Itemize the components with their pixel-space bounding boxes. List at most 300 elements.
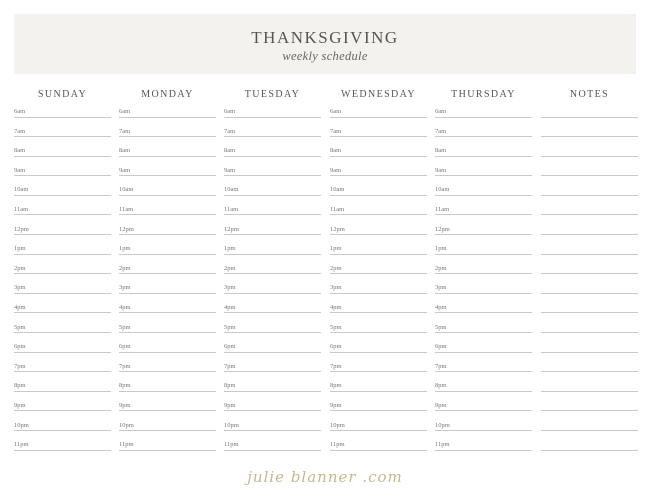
page-title: THANKSGIVING xyxy=(251,28,399,47)
time-slot-row[interactable] xyxy=(330,106,427,126)
time-slot-row[interactable] xyxy=(541,380,638,400)
time-label: 10am xyxy=(119,186,134,194)
time-slot-row[interactable] xyxy=(541,322,638,342)
time-label: 5pm xyxy=(330,323,342,331)
writing-line xyxy=(435,195,532,196)
writing-line xyxy=(119,371,216,372)
time-label: 7pm xyxy=(14,362,26,370)
writing-line xyxy=(435,234,532,235)
time-slot-row[interactable] xyxy=(14,165,111,185)
time-slot-row[interactable] xyxy=(14,126,111,146)
time-label: 4pm xyxy=(435,303,447,311)
time-slot-row[interactable] xyxy=(330,439,427,459)
time-slot-row[interactable] xyxy=(330,380,427,400)
time-slot-row[interactable] xyxy=(435,322,532,342)
time-slot-row[interactable] xyxy=(14,420,111,440)
writing-line xyxy=(224,352,321,353)
writing-line xyxy=(224,450,321,451)
time-label: 4pm xyxy=(14,303,26,311)
time-slot-row[interactable] xyxy=(541,302,638,322)
time-label: 4pm xyxy=(224,303,236,311)
writing-line xyxy=(119,391,216,392)
writing-line xyxy=(224,254,321,255)
time-label: 6pm xyxy=(435,343,447,351)
time-label: 9am xyxy=(14,166,26,174)
time-label: 12pm xyxy=(435,225,450,233)
time-slot-row[interactable] xyxy=(224,420,321,440)
day-column-wednesday xyxy=(330,88,427,459)
writing-line xyxy=(224,332,321,333)
writing-line xyxy=(14,352,111,353)
time-slot-row[interactable] xyxy=(330,165,427,185)
time-slot-row[interactable] xyxy=(435,263,532,283)
writing-line xyxy=(541,234,638,235)
time-slot-row[interactable] xyxy=(541,361,638,381)
writing-line xyxy=(14,430,111,431)
time-slot-row[interactable] xyxy=(14,243,111,263)
writing-line xyxy=(541,312,638,313)
writing-line xyxy=(119,293,216,294)
writing-line xyxy=(14,117,111,118)
time-slot-row[interactable] xyxy=(330,322,427,342)
writing-line xyxy=(224,175,321,176)
writing-line xyxy=(330,156,427,157)
time-slot-row[interactable] xyxy=(119,184,216,204)
time-slot-row[interactable] xyxy=(541,165,638,185)
time-slot-row[interactable] xyxy=(14,224,111,244)
writing-line xyxy=(435,175,532,176)
time-label: 9pm xyxy=(224,401,236,409)
time-label: 11am xyxy=(14,205,29,213)
writing-line xyxy=(14,234,111,235)
time-label: 4pm xyxy=(119,303,131,311)
day-column-notes xyxy=(541,88,638,459)
time-label: 7am xyxy=(330,127,342,135)
writing-line xyxy=(330,312,427,313)
time-slot-row[interactable] xyxy=(14,263,111,283)
writing-line xyxy=(224,410,321,411)
writing-line xyxy=(435,352,532,353)
time-slot-row[interactable] xyxy=(119,126,216,146)
time-slot-row[interactable] xyxy=(435,420,532,440)
time-label: 8am xyxy=(224,147,236,155)
writing-line xyxy=(541,450,638,451)
time-label: 8am xyxy=(119,147,131,155)
writing-line xyxy=(119,117,216,118)
time-slot-row[interactable] xyxy=(224,380,321,400)
time-label: 1pm xyxy=(330,245,342,253)
time-slot-row[interactable] xyxy=(119,106,216,126)
time-label: 9pm xyxy=(14,401,26,409)
time-slot-row[interactable] xyxy=(435,380,532,400)
writing-line xyxy=(224,214,321,215)
time-label: 7pm xyxy=(224,362,236,370)
writing-line xyxy=(435,136,532,137)
writing-line xyxy=(119,254,216,255)
time-slot-row[interactable] xyxy=(119,361,216,381)
column-header: WEDNESDAY xyxy=(340,89,416,100)
writing-line xyxy=(435,293,532,294)
time-label: 5pm xyxy=(224,323,236,331)
time-slot-row[interactable] xyxy=(435,302,532,322)
time-slot-row[interactable] xyxy=(224,204,321,224)
writing-line xyxy=(224,312,321,313)
writing-line xyxy=(435,430,532,431)
writing-line xyxy=(330,352,427,353)
writing-line xyxy=(14,156,111,157)
writing-line xyxy=(224,293,321,294)
writing-line xyxy=(435,371,532,372)
time-label: 12pm xyxy=(119,225,134,233)
time-slot-row[interactable] xyxy=(435,106,532,126)
time-slot-row[interactable] xyxy=(435,224,532,244)
time-slot-row[interactable] xyxy=(435,145,532,165)
time-label: 12pm xyxy=(330,225,345,233)
time-label: 11pm xyxy=(14,441,29,449)
time-label: 3pm xyxy=(119,284,131,292)
time-slot-row[interactable] xyxy=(435,165,532,185)
writing-line xyxy=(14,273,111,274)
day-column-sunday xyxy=(14,88,111,459)
time-slot-row[interactable] xyxy=(330,341,427,361)
writing-line xyxy=(14,293,111,294)
time-slot-row[interactable] xyxy=(224,361,321,381)
writing-line xyxy=(330,450,427,451)
writing-line xyxy=(541,117,638,118)
column-header: TUESDAY xyxy=(244,89,301,100)
writing-line xyxy=(541,293,638,294)
writing-line xyxy=(541,332,638,333)
time-label: 1pm xyxy=(14,245,26,253)
time-slot-row[interactable] xyxy=(14,204,111,224)
time-label: 10am xyxy=(435,186,450,194)
day-column-monday xyxy=(119,88,216,459)
time-slot-row[interactable] xyxy=(14,184,111,204)
time-label: 9am xyxy=(119,166,131,174)
time-slot-row[interactable] xyxy=(14,145,111,165)
time-slot-row[interactable] xyxy=(541,184,638,204)
time-slot-row[interactable] xyxy=(330,184,427,204)
time-slot-row[interactable] xyxy=(224,400,321,420)
time-slot-row[interactable] xyxy=(224,165,321,185)
time-label: 2pm xyxy=(224,264,236,272)
writing-line xyxy=(435,117,532,118)
time-slot-row[interactable] xyxy=(435,243,532,263)
time-label: 2pm xyxy=(14,264,26,272)
time-label: 5pm xyxy=(119,323,131,331)
time-slot-row[interactable] xyxy=(224,224,321,244)
time-label: 6am xyxy=(119,108,131,115)
writing-line xyxy=(14,450,111,451)
time-slot-row[interactable] xyxy=(330,204,427,224)
day-column-tuesday xyxy=(224,88,321,459)
time-label: 8pm xyxy=(119,382,131,390)
writing-line xyxy=(435,391,532,392)
time-label: 6am xyxy=(435,108,447,115)
time-label: 7pm xyxy=(435,362,447,370)
time-label: 6am xyxy=(224,108,236,115)
writing-line xyxy=(14,136,111,137)
time-slot-row[interactable] xyxy=(14,380,111,400)
writing-line xyxy=(119,136,216,137)
time-slot-row[interactable] xyxy=(119,243,216,263)
time-label: 6pm xyxy=(224,343,236,351)
time-slot-row[interactable] xyxy=(119,439,216,459)
day-column-thursday xyxy=(435,88,532,459)
time-slot-row[interactable] xyxy=(224,341,321,361)
time-slot-row[interactable] xyxy=(541,341,638,361)
time-slot-row[interactable] xyxy=(541,243,638,263)
time-label: 10am xyxy=(224,186,239,194)
writing-line xyxy=(14,175,111,176)
writing-line xyxy=(541,254,638,255)
writing-line xyxy=(435,332,532,333)
time-slot-row[interactable] xyxy=(541,263,638,283)
time-label: 6pm xyxy=(330,343,342,351)
time-label: 7am xyxy=(14,127,26,135)
writing-line xyxy=(435,450,532,451)
time-label: 8am xyxy=(330,147,342,155)
writing-line xyxy=(435,312,532,313)
time-label: 6am xyxy=(14,108,26,115)
writing-line xyxy=(541,391,638,392)
writing-line xyxy=(224,391,321,392)
time-label: 11am xyxy=(119,205,134,213)
writing-line xyxy=(330,293,427,294)
time-slot-row[interactable] xyxy=(541,145,638,165)
writing-line xyxy=(541,371,638,372)
time-label: 6pm xyxy=(119,343,131,351)
time-slot-row[interactable] xyxy=(14,361,111,381)
time-label: 5pm xyxy=(14,323,26,331)
writing-line xyxy=(119,312,216,313)
writing-line xyxy=(330,430,427,431)
writing-line xyxy=(541,175,638,176)
time-slot-row[interactable] xyxy=(224,243,321,263)
time-label: 11am xyxy=(435,205,450,213)
time-slot-row[interactable] xyxy=(330,145,427,165)
time-label: 1pm xyxy=(119,245,131,253)
writing-line xyxy=(224,371,321,372)
time-slot-row[interactable] xyxy=(224,184,321,204)
time-slot-row[interactable] xyxy=(541,106,638,126)
time-label: 7am xyxy=(435,127,447,135)
time-slot-row[interactable] xyxy=(224,302,321,322)
time-label: 10pm xyxy=(435,421,450,429)
time-label: 8pm xyxy=(435,382,447,390)
writing-line xyxy=(541,214,638,215)
writing-line xyxy=(330,391,427,392)
time-label: 9am xyxy=(330,166,342,174)
column-header: THURSDAY xyxy=(451,89,516,100)
time-label: 7pm xyxy=(119,362,131,370)
time-slot-row[interactable] xyxy=(119,341,216,361)
time-label: 8pm xyxy=(14,382,26,390)
time-label: 9am xyxy=(435,166,447,174)
time-label: 11am xyxy=(224,205,239,213)
writing-line xyxy=(224,117,321,118)
time-slot-row[interactable] xyxy=(119,263,216,283)
time-label: 8pm xyxy=(224,382,236,390)
time-slot-row[interactable] xyxy=(14,282,111,302)
time-slot-row[interactable] xyxy=(119,224,216,244)
time-label: 10am xyxy=(330,186,345,194)
title-banner xyxy=(14,14,636,74)
time-slot-row[interactable] xyxy=(330,224,427,244)
writing-line xyxy=(330,136,427,137)
time-slot-row[interactable] xyxy=(435,204,532,224)
time-label: 7pm xyxy=(330,362,342,370)
writing-line xyxy=(541,430,638,431)
writing-line xyxy=(224,195,321,196)
time-slot-row[interactable] xyxy=(435,126,532,146)
time-slot-row[interactable] xyxy=(541,439,638,459)
time-slot-row[interactable] xyxy=(330,400,427,420)
writing-line xyxy=(119,175,216,176)
time-label: 6pm xyxy=(14,343,26,351)
time-slot-row[interactable] xyxy=(119,204,216,224)
time-slot-row[interactable] xyxy=(330,420,427,440)
time-label: 10pm xyxy=(14,421,29,429)
time-label: 11pm xyxy=(224,441,239,449)
time-label: 4pm xyxy=(330,303,342,311)
time-label: 9am xyxy=(224,166,236,174)
writing-line xyxy=(330,214,427,215)
writing-line xyxy=(119,450,216,451)
writing-line xyxy=(119,214,216,215)
time-slot-row[interactable] xyxy=(330,243,427,263)
time-label: 10pm xyxy=(119,421,134,429)
time-label: 3pm xyxy=(435,284,447,292)
writing-line xyxy=(14,254,111,255)
time-slot-row[interactable] xyxy=(541,126,638,146)
column-header: MONDAY xyxy=(141,89,194,100)
writing-line xyxy=(541,352,638,353)
time-slot-row[interactable] xyxy=(224,282,321,302)
time-slot-row[interactable] xyxy=(119,420,216,440)
time-slot-row[interactable] xyxy=(435,184,532,204)
writing-line xyxy=(330,234,427,235)
writing-line xyxy=(541,410,638,411)
time-slot-row[interactable] xyxy=(224,263,321,283)
time-label: 2pm xyxy=(119,264,131,272)
writing-line xyxy=(224,156,321,157)
time-slot-row[interactable] xyxy=(541,282,638,302)
page-subtitle: weekly schedule xyxy=(282,49,368,63)
writing-line xyxy=(224,273,321,274)
time-label: 10pm xyxy=(224,421,239,429)
time-slot-row[interactable] xyxy=(119,380,216,400)
writing-line xyxy=(119,156,216,157)
time-slot-row[interactable] xyxy=(330,302,427,322)
time-label: 11pm xyxy=(330,441,345,449)
writing-line xyxy=(224,430,321,431)
writing-line xyxy=(14,332,111,333)
time-label: 1pm xyxy=(224,245,236,253)
writing-line xyxy=(330,254,427,255)
time-label: 2pm xyxy=(435,264,447,272)
time-label: 3pm xyxy=(224,284,236,292)
writing-line xyxy=(14,312,111,313)
time-slot-row[interactable] xyxy=(14,439,111,459)
time-slot-row[interactable] xyxy=(119,165,216,185)
writing-line xyxy=(541,156,638,157)
time-slot-row[interactable] xyxy=(435,341,532,361)
time-label: 10pm xyxy=(330,421,345,429)
time-slot-row[interactable] xyxy=(330,263,427,283)
time-label: 3pm xyxy=(330,284,342,292)
writing-line xyxy=(119,273,216,274)
writing-line xyxy=(14,214,111,215)
time-slot-row[interactable] xyxy=(541,400,638,420)
writing-line xyxy=(14,195,111,196)
writing-line xyxy=(119,195,216,196)
writing-line xyxy=(119,332,216,333)
time-label: 7am xyxy=(119,127,131,135)
time-slot-row[interactable] xyxy=(14,322,111,342)
writing-line xyxy=(330,117,427,118)
writing-line xyxy=(330,273,427,274)
time-slot-row[interactable] xyxy=(435,439,532,459)
time-label: 8am xyxy=(435,147,447,155)
time-slot-row[interactable] xyxy=(330,361,427,381)
time-slot-row[interactable] xyxy=(224,439,321,459)
time-label: 5pm xyxy=(435,323,447,331)
time-slot-row[interactable] xyxy=(224,126,321,146)
time-label: 11pm xyxy=(119,441,134,449)
time-slot-row[interactable] xyxy=(119,302,216,322)
time-slot-row[interactable] xyxy=(435,361,532,381)
writing-line xyxy=(330,195,427,196)
time-slot-row[interactable] xyxy=(14,341,111,361)
time-slot-row[interactable] xyxy=(14,400,111,420)
writing-line xyxy=(14,410,111,411)
time-slot-row[interactable] xyxy=(14,302,111,322)
time-slot-row[interactable] xyxy=(119,145,216,165)
writing-line xyxy=(330,332,427,333)
time-slot-row[interactable] xyxy=(119,282,216,302)
writing-line xyxy=(435,254,532,255)
time-label: 1pm xyxy=(435,245,447,253)
time-label: 9pm xyxy=(435,401,447,409)
time-slot-row[interactable] xyxy=(435,282,532,302)
writing-line xyxy=(435,214,532,215)
time-label: 11am xyxy=(330,205,345,213)
time-slot-row[interactable] xyxy=(119,400,216,420)
time-slot-row[interactable] xyxy=(119,322,216,342)
time-slot-row[interactable] xyxy=(224,145,321,165)
time-slot-row[interactable] xyxy=(330,126,427,146)
time-slot-row[interactable] xyxy=(224,322,321,342)
time-slot-row[interactable] xyxy=(541,420,638,440)
writing-line xyxy=(330,410,427,411)
writing-line xyxy=(435,156,532,157)
time-slot-row[interactable] xyxy=(435,400,532,420)
writing-line xyxy=(541,136,638,137)
writing-line xyxy=(119,352,216,353)
time-label: 10am xyxy=(14,186,29,194)
time-slot-row[interactable] xyxy=(541,204,638,224)
time-slot-row[interactable] xyxy=(14,106,111,126)
writing-line xyxy=(14,371,111,372)
time-slot-row[interactable] xyxy=(330,282,427,302)
writing-line xyxy=(435,410,532,411)
time-slot-row[interactable] xyxy=(224,106,321,126)
time-label: 6am xyxy=(330,108,342,115)
time-label: 12pm xyxy=(224,225,239,233)
time-slot-row[interactable] xyxy=(541,224,638,244)
time-label: 7am xyxy=(224,127,236,135)
